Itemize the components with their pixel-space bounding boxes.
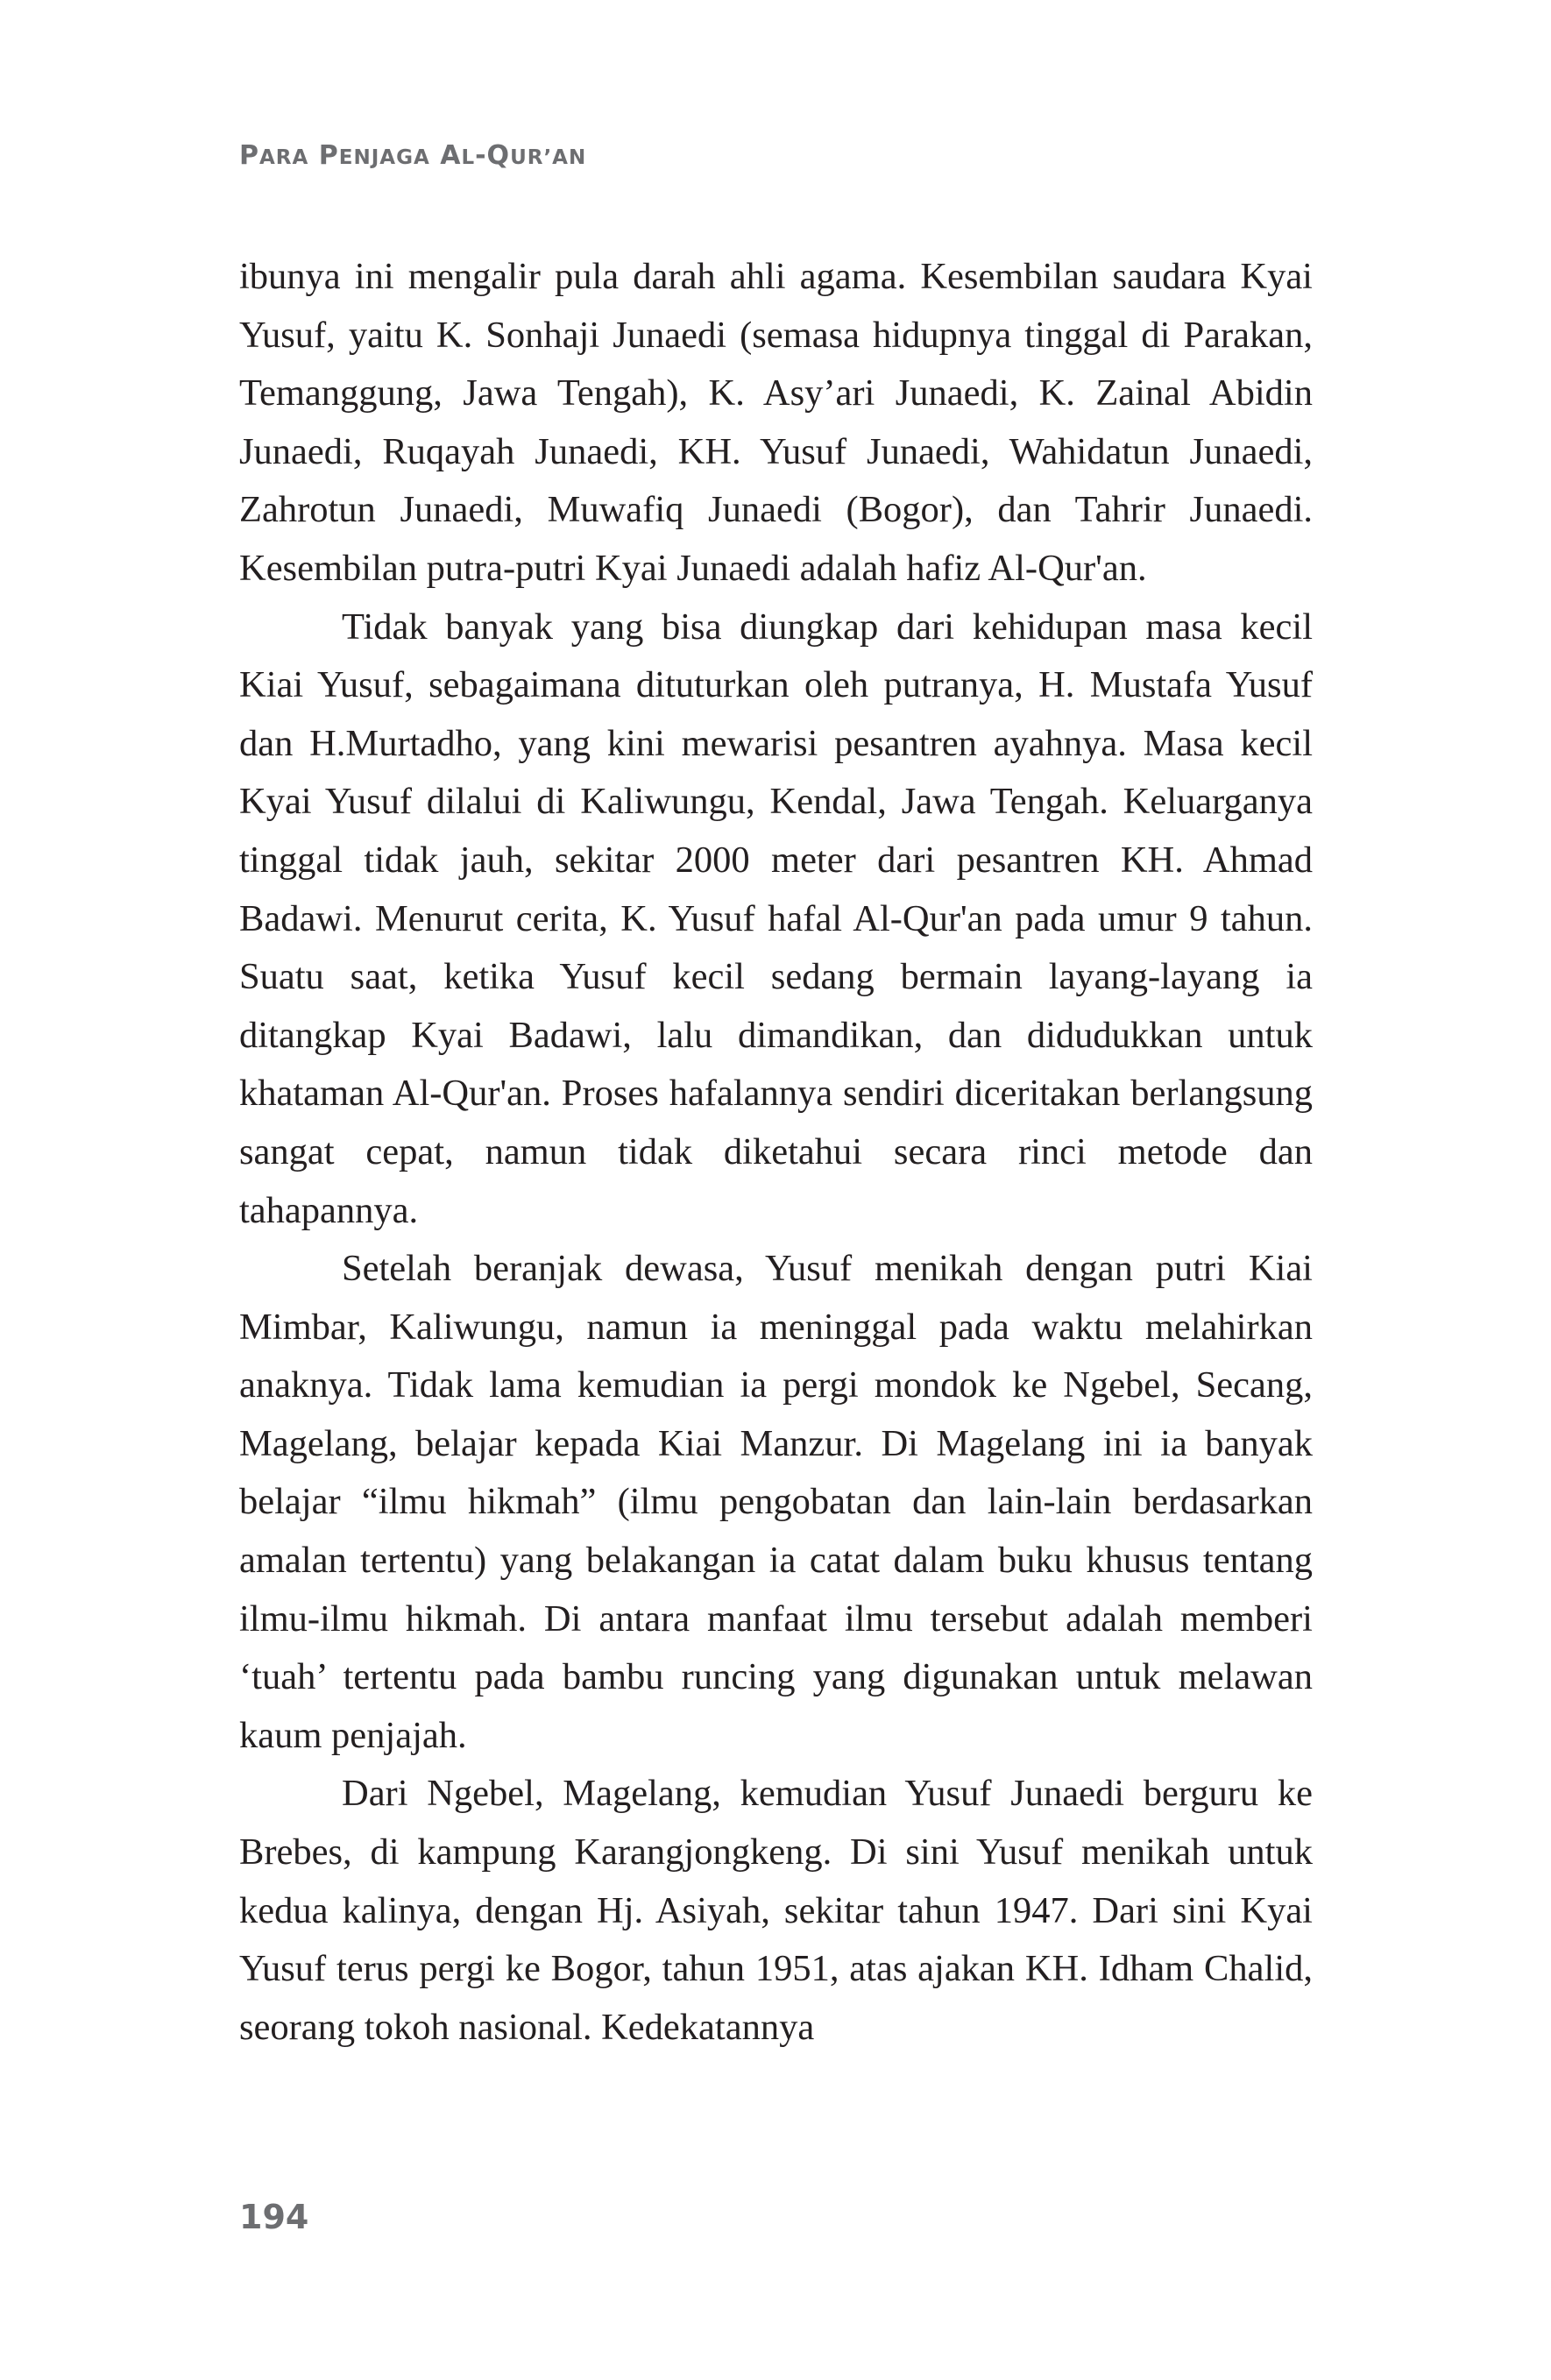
body-text <box>239 248 1313 2057</box>
running-head-initial: P <box>318 140 339 171</box>
running-head-smallcaps: UR’AN <box>510 146 587 169</box>
running-head-initial: P <box>239 140 259 171</box>
page-number: 194 <box>239 2198 309 2236</box>
running-head-smallcaps: ENJAGA <box>338 146 430 169</box>
running-head-smallcaps: ARA <box>259 146 309 169</box>
running-head: PARA PENJAGA AL-QUR’AN <box>239 140 587 171</box>
running-head-smallcaps: L <box>461 146 476 169</box>
paragraph: Tidak banyak yang bisa diungkap dari kehidupan masa kecil Kiai Yusuf, sebagaimana dituturkan oleh putranya, H. Mustafa Yusuf dan H.Murtadho, yang kini mewarisi pesantren ayahnya. Masa kecil Kyai Yusuf dilalui di Kaliwungu, Kendal, Jawa Tengah. Keluarganya tinggal tidak jauh, sekitar 2000 meter dari pesantren KH. Ahmad Badawi. Menurut cerita, K. Yusuf hafal Al-Qur'an pada umur 9 tahun. Suatu saat, ketika Yusuf kecil sedang bermain layang-layang ia ditangkap Kyai Badawi, lalu dimandikan, dan didudukkan untuk khataman Al-Qur'an. Proses hafalannya sendiri diceritakan berlangsung sangat cepat, namun tidak diketahui secara rinci metode dan tahapannya. <box>239 606 1313 1231</box>
running-head-initial: Q <box>486 140 511 171</box>
running-head-initial: A <box>440 140 462 171</box>
paragraph: Dari Ngebel, Magelang, kemudian Yusuf Junaedi berguru ke Brebes, di kampung Karangjongkeng. Di sini Yusuf menikah untuk kedua kalinya, dengan Hj. Asiyah, sekitar tahun 1947. Dari sini Kyai Yusuf terus pergi ke Bogor, tahun 1951, atas ajakan KH. Idham Chalid, seorang tokoh nasional. Kedekatannya <box>239 1773 1313 2048</box>
paragraph: Setelah beranjak dewasa, Yusuf menikah dengan putri Kiai Mimbar, Kaliwungu, namun ia meninggal pada waktu melahirkan anaknya. Tidak lama kemudian ia pergi mondok ke Ngebel, Secang, Magelang, belajar kepada Kiai Manzur. Di Magelang ini ia banyak belajar “ilmu hikmah” (ilmu pengobatan dan lain-lain berdasarkan amalan tertentu) yang belakangan ia catat dalam buku khusus tentang ilmu-ilmu hikmah. Di antara manfaat ilmu tersebut adalah memberi ‘tuah’ tertentu pada bambu runcing yang digunakan untuk melawan kaum penjajah. <box>239 1248 1313 1756</box>
paragraph: ibunya ini mengalir pula darah ahli agama. Kesembilan saudara Kyai Yusuf, yaitu K. Sonhaji Junaedi (semasa hidupnya tinggal di Parakan, Temanggung, Jawa Tengah), K. Asy’ari Junaedi, K. Zainal Abidin Junaedi, Ruqayah Junaedi, KH. Yusuf Junaedi, Wahidatun Junaedi, Zahrotun Junaedi, Muwafiq Junaedi (Bogor), dan Tahrir Junaedi. Kesembilan putra-putri Kyai Junaedi adalah hafiz Al-Qur'an. <box>239 256 1313 589</box>
